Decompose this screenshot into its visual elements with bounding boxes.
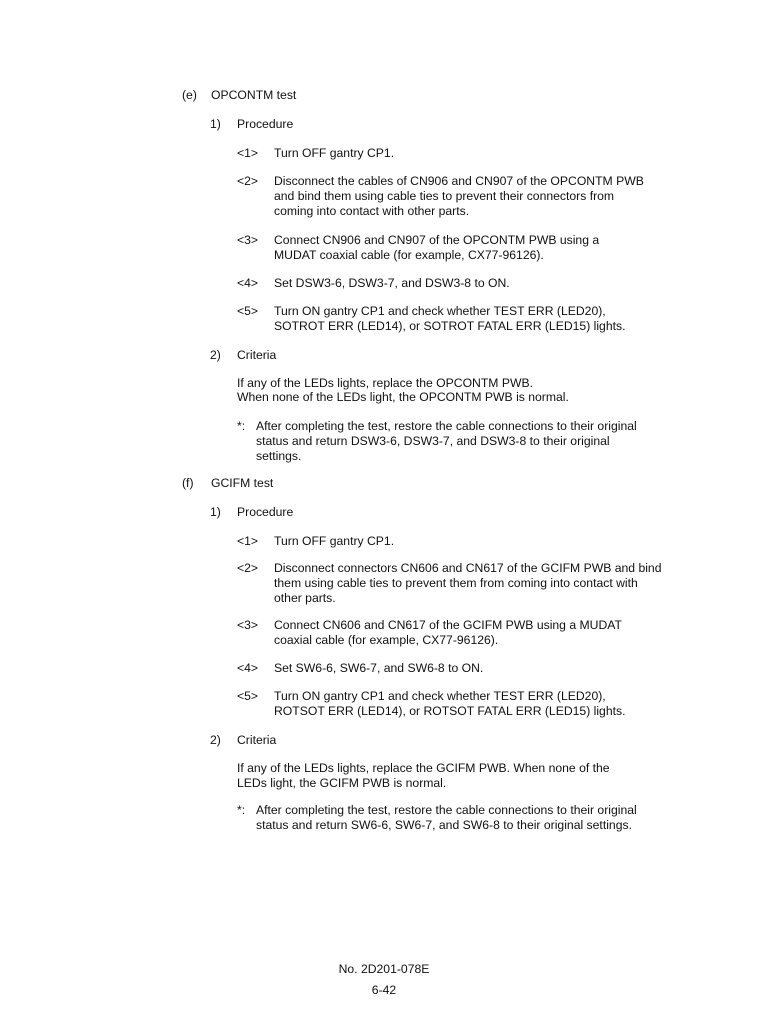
- section-f-step-4-number: <4>: [237, 661, 259, 675]
- section-f-procedure-number: 1): [210, 505, 221, 519]
- section-f-criteria-text: If any of the LEDs lights, replace the GCIFM PWB. When none of the LEDs light, the GCIFM PWB is normal.: [237, 761, 610, 790]
- section-e-step-2-text: Disconnect the cables of CN906 and CN907 of the OPCONTM PWB and bind them using cable ties to prevent their connectors from coming into contact with other parts.: [274, 174, 644, 218]
- section-f-step-2-text: Disconnect connectors CN606 and CN617 of the GCIFM PWB and bind them using cable ties to prevent them from coming into contact with other parts.: [274, 561, 662, 605]
- section-f-step-3-text: Connect CN606 and CN617 of the GCIFM PWB using a MUDAT coaxial cable (for example, CX77-96126).: [274, 618, 622, 647]
- section-f-note-marker: *:: [237, 803, 246, 817]
- section-e-step-3-text: Connect CN906 and CN907 of the OPCONTM PWB using a MUDAT coaxial cable (for example, CX77-96126).: [274, 233, 600, 262]
- section-f-criteria-heading: Criteria: [237, 733, 277, 747]
- section-f-title: GCIFM test: [211, 476, 274, 490]
- section-f-letter: (f): [182, 476, 194, 490]
- section-e-step-2-number: <2>: [237, 174, 259, 188]
- section-e-note-text: After completing the test, restore the cable connections to their original status and return DSW3-6, DSW3-7, and DSW3-8 to their original settings.: [256, 419, 637, 463]
- section-e-criteria-number: 2): [210, 348, 221, 362]
- section-f-step-3-number: <3>: [237, 618, 259, 632]
- section-e-step-1-number: <1>: [237, 146, 259, 160]
- section-e-criteria-heading: Criteria: [237, 348, 277, 362]
- section-e-title: OPCONTM test: [211, 88, 297, 102]
- section-e-step-3-number: <3>: [237, 233, 259, 247]
- section-e-criteria-line-1: If any of the LEDs lights, replace the OPCONTM PWB.: [237, 376, 533, 390]
- footer-document-number: No. 2D201-078E: [338, 962, 430, 976]
- section-e-letter: (e): [182, 88, 197, 102]
- section-f-step-1-number: <1>: [237, 534, 259, 548]
- section-f-step-2-number: <2>: [237, 561, 259, 575]
- section-e-step-5-text: Turn ON gantry CP1 and check whether TEST ERR (LED20), SOTROT ERR (LED14), or SOTROT FATAL ERR (LED15) lights.: [274, 304, 626, 333]
- section-f-step-4-text: Set SW6-6, SW6-7, and SW6-8 to ON.: [274, 661, 484, 675]
- section-f-step-5-text: Turn ON gantry CP1 and check whether TEST ERR (LED20), ROTSOT ERR (LED14), or ROTSOT FATAL ERR (LED15) lights.: [274, 689, 626, 718]
- section-e-step-5-number: <5>: [237, 304, 259, 318]
- section-e-procedure-heading: Procedure: [237, 117, 294, 131]
- section-e-step-4-text: Set DSW3-6, DSW3-7, and DSW3-8 to ON.: [274, 276, 510, 290]
- section-f-procedure-heading: Procedure: [237, 505, 294, 519]
- section-f-criteria-number: 2): [210, 733, 221, 747]
- section-e-procedure-number: 1): [210, 117, 221, 131]
- footer-page-number: 6-42: [371, 983, 397, 997]
- section-e-step-4-number: <4>: [237, 276, 259, 290]
- section-f-note-text: After completing the test, restore the cable connections to their original status and return SW6-6, SW6-7, and SW6-8 to their original settings.: [256, 803, 637, 832]
- section-e-criteria-line-2: When none of the LEDs light, the OPCONTM PWB is normal.: [237, 390, 569, 404]
- section-e-note-marker: *:: [237, 419, 246, 433]
- section-f-step-1-text: Turn OFF gantry CP1.: [274, 534, 395, 548]
- section-e-step-1-text: Turn OFF gantry CP1.: [274, 146, 395, 160]
- section-f-step-5-number: <5>: [237, 689, 259, 703]
